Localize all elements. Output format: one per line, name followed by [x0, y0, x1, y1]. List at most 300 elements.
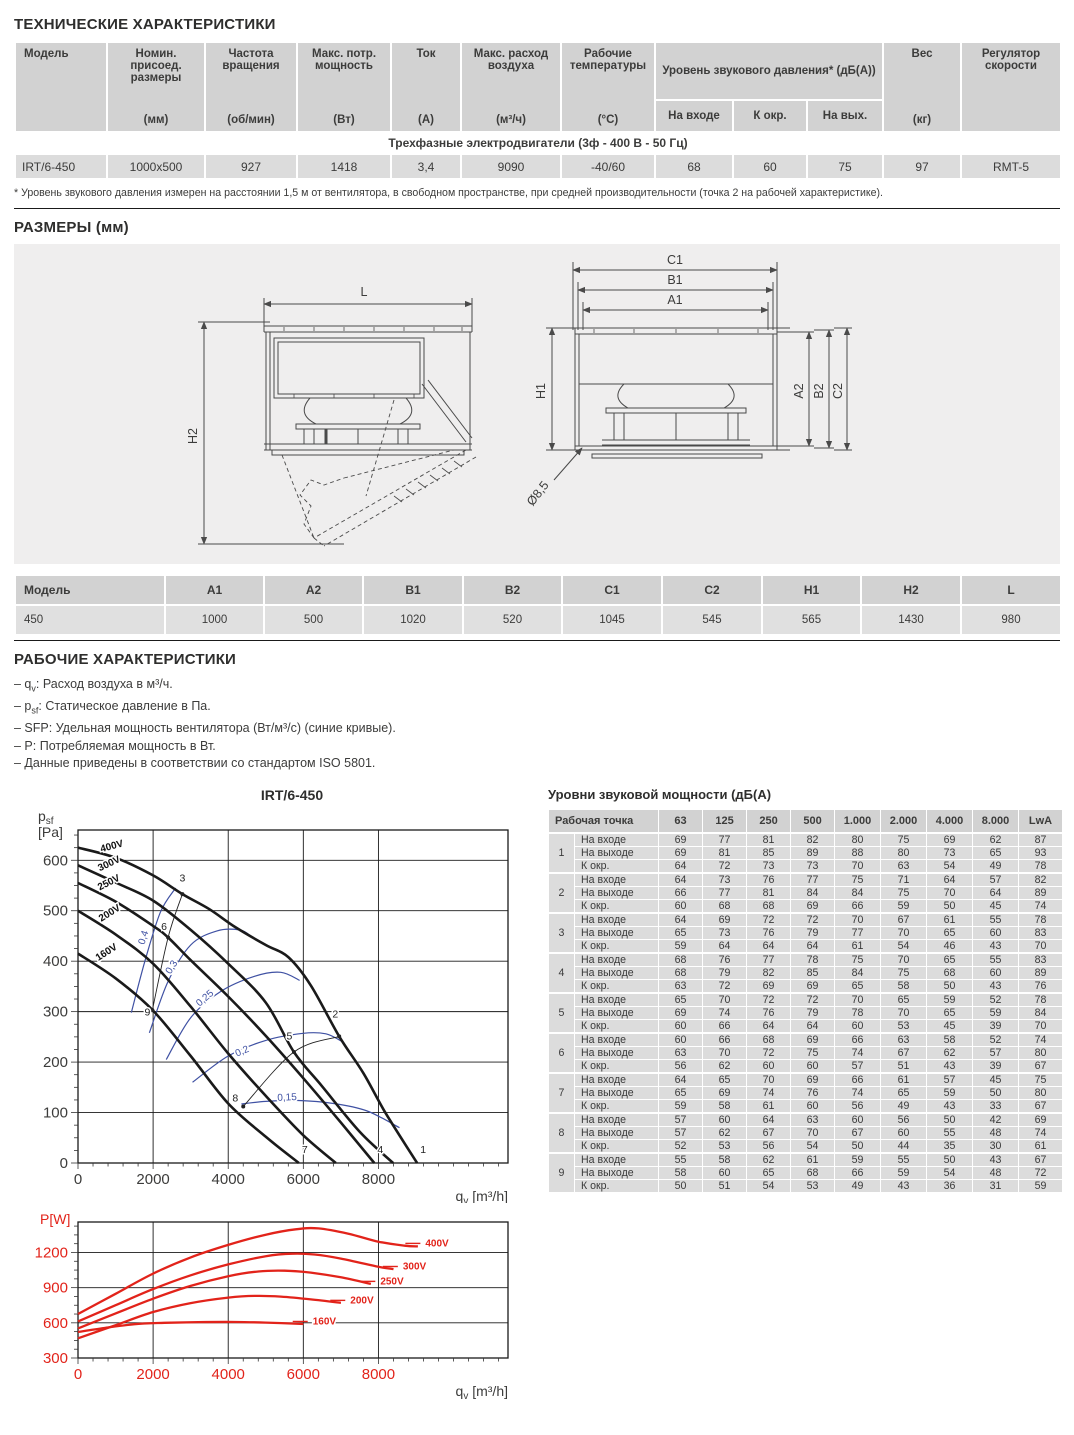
sound-level-cell: 83	[1019, 926, 1063, 939]
sound-table-row	[549, 1099, 1063, 1113]
header-unit: (Вт)	[333, 114, 355, 126]
sound-level-cell: 66	[835, 1033, 881, 1047]
tech-data-cell: RMT-5	[961, 154, 1061, 179]
sound-level-cell: 80	[881, 846, 927, 859]
measurement-position-label: К окр.	[575, 939, 659, 953]
sound-level-cell: 39	[973, 1019, 1019, 1033]
tech-header-cell	[391, 42, 461, 132]
sound-level-cell: 57	[973, 873, 1019, 887]
sound-level-cell: 50	[835, 1139, 881, 1153]
sound-level-cell: 30	[973, 1139, 1019, 1153]
sound-level-cell: 67	[1019, 1153, 1063, 1167]
sfp-label: 0,2	[233, 1043, 251, 1059]
sound-level-cell: 59	[1019, 1179, 1063, 1192]
measurement-position-label: На входе	[575, 1113, 659, 1127]
sound-level-cell: 75	[791, 1046, 835, 1059]
curve-label: 250V	[96, 872, 122, 893]
tech-data-cell: 97	[883, 154, 961, 179]
working-point-number: 3	[549, 913, 575, 953]
sound-level-cell: 84	[791, 886, 835, 899]
measurement-position-label: На выходе	[575, 886, 659, 899]
sound-level-cell: 60	[973, 926, 1019, 939]
sound-table-row	[549, 1126, 1063, 1139]
sound-level-cell: 64	[747, 939, 791, 953]
sound-level-cell: 79	[703, 966, 747, 979]
sound-table-title: Уровни звуковой мощности (дБ(А)	[548, 786, 772, 802]
sound-level-cell: 72	[791, 913, 835, 927]
working-point-number: 4	[549, 953, 575, 993]
sound-level-cell: 60	[659, 1033, 703, 1047]
sound-level-cell: 33	[973, 1099, 1019, 1113]
sound-level-cell: 65	[747, 1166, 791, 1179]
sound-level-cell: 65	[881, 1086, 927, 1099]
sound-table-row	[549, 1073, 1063, 1087]
tech-data-cell: 3,4	[391, 154, 461, 179]
performance-note: – P: Потребляемая мощность в Вт.	[14, 738, 216, 753]
sound-level-cell: 59	[927, 993, 973, 1007]
dims-data-cell: 980	[961, 605, 1061, 635]
dims-header-cell: B2	[463, 575, 562, 605]
sound-table-row	[549, 873, 1063, 887]
svg-text:2000: 2000	[136, 1365, 170, 1383]
sound-table-row	[549, 1033, 1063, 1047]
measurement-position-label: На выходе	[575, 1046, 659, 1059]
header-unit: (м³/ч)	[496, 114, 526, 126]
sound-level-cell: 46	[927, 939, 973, 953]
sound-level-cell: 64	[703, 939, 747, 953]
sound-level-cell: 76	[1019, 979, 1063, 993]
sound-level-cell: 64	[973, 886, 1019, 899]
header-label: Рабочие температуры	[569, 48, 647, 72]
curve-labels	[94, 838, 125, 963]
sound-level-cell: 64	[659, 913, 703, 927]
sound-level-cell: 84	[835, 966, 881, 979]
sound-level-cell: 45	[973, 1073, 1019, 1087]
tech-data-cell: 1418	[297, 154, 391, 179]
dims-header-cell: A1	[165, 575, 264, 605]
sound-level-cell: 55	[881, 1153, 927, 1167]
power-flow-chart	[14, 1208, 526, 1404]
sound-table-row	[549, 1153, 1063, 1167]
pressure-flow-chart	[14, 805, 526, 1203]
sound-level-cell: 48	[973, 1126, 1019, 1139]
header-label: Макс. потр. мощность	[311, 48, 377, 72]
sound-level-cell: 78	[1019, 859, 1063, 873]
sound-level-cell: 85	[747, 846, 791, 859]
performance-note: – $q_v$: Расход воздуха в м³/ч.	[14, 677, 173, 694]
sound-level-cell: 66	[835, 1073, 881, 1087]
sound-level-cell: 60	[973, 966, 1019, 979]
sound-level-cell: 56	[747, 1139, 791, 1153]
sound-level-cell: 60	[791, 1099, 835, 1113]
motor-type-row	[15, 132, 1061, 154]
sound-level-cell: 63	[881, 859, 927, 873]
dims-data-cell: 1045	[562, 605, 662, 635]
sound-header-freq: 63	[659, 809, 703, 833]
sound-level-cell: 64	[791, 939, 835, 953]
svg-text:500: 500	[42, 902, 68, 920]
sound-level-cell: 67	[881, 913, 927, 927]
sound-level-cell: 69	[791, 1033, 835, 1047]
sound-level-cell: 50	[927, 979, 973, 993]
sound-level-cell: 65	[659, 993, 703, 1007]
curve-label: 200V	[97, 902, 123, 924]
sound-level-cell: 58	[703, 1099, 747, 1113]
sound-level-cell: 77	[835, 926, 881, 939]
sound-table-row	[549, 939, 1063, 953]
tech-data-row	[15, 154, 1061, 179]
sound-level-cell: 58	[927, 1033, 973, 1047]
svg-text:0: 0	[73, 1170, 83, 1188]
sound-level-cell: 61	[747, 1099, 791, 1113]
sfp-label: 0,3	[163, 958, 181, 976]
sound-table-row	[549, 966, 1063, 979]
sound-level-cell: 65	[973, 846, 1019, 859]
dim-label-A2: A2	[792, 383, 806, 399]
header-label: Номин. присоед. размеры	[130, 48, 182, 84]
measurement-position-label: На выходе	[575, 1006, 659, 1019]
working-point-number: 9	[549, 1153, 575, 1193]
sound-table-row	[549, 859, 1063, 873]
sound-level-cell: 76	[747, 926, 791, 939]
sound-level-cell: 64	[659, 1073, 703, 1087]
sound-table-row	[549, 1139, 1063, 1153]
sound-level-cell: 89	[791, 846, 835, 859]
dim-label-B2: B2	[812, 383, 826, 399]
sound-level-cell: 72	[1019, 1166, 1063, 1179]
sound-level-cell: 75	[835, 873, 881, 887]
sound-table-row	[549, 1019, 1063, 1033]
sound-level-cell: 69	[703, 1086, 747, 1099]
tech-subheader-cell: На входе	[655, 100, 733, 132]
performance-note: – Данные приведены в соответствии со стандартом ISO 5801.	[14, 756, 376, 770]
measurement-position-label: На выходе	[575, 846, 659, 859]
sound-table-row	[549, 993, 1063, 1007]
sound-level-cell: 66	[835, 899, 881, 913]
svg-text:1200: 1200	[34, 1243, 68, 1261]
sound-level-cell: 53	[881, 1019, 927, 1033]
fan-curves	[78, 1228, 418, 1338]
sound-level-cell: 87	[1019, 833, 1063, 847]
curve-label: 300V	[96, 853, 123, 874]
dims-header-cell: C1	[562, 575, 662, 605]
sound-level-cell: 69	[791, 899, 835, 913]
sound-level-cell: 54	[747, 1179, 791, 1192]
working-point-number: 7	[301, 1143, 308, 1156]
sound-level-cell: 55	[973, 953, 1019, 967]
measurement-position-label: К окр.	[575, 1139, 659, 1153]
sound-level-cell: 65	[659, 1086, 703, 1099]
sound-header-freq: LwA	[1019, 809, 1063, 833]
sound-level-cell: 52	[973, 993, 1019, 1007]
divider	[14, 640, 1060, 641]
sound-level-cell: 70	[835, 913, 881, 927]
fan-curves	[78, 847, 417, 1162]
dims-data-cell: 450	[15, 605, 165, 635]
sound-level-cell: 65	[835, 979, 881, 993]
dim-label-H2: H2	[186, 428, 200, 444]
curve-160V	[78, 953, 299, 1162]
sound-level-cell: 57	[835, 1059, 881, 1073]
tech-data-cell: IRT/6-450	[15, 154, 107, 179]
measurement-position-label: На входе	[575, 873, 659, 887]
tech-data-cell: -40/60	[561, 154, 655, 179]
measurement-position-label: К окр.	[575, 899, 659, 913]
sound-level-cell: 50	[973, 1086, 1019, 1099]
axis-label-pa: [Pa]	[38, 823, 63, 840]
sound-level-cell: 85	[791, 966, 835, 979]
svg-text:2000: 2000	[136, 1170, 170, 1188]
sound-header-freq: 4.000	[927, 809, 973, 833]
sound-level-cell: 44	[881, 1139, 927, 1153]
section-title-technical: ТЕХНИЧЕСКИЕ ХАРАКТЕРИСТИКИ	[14, 16, 276, 33]
sound-level-cell: 49	[881, 1099, 927, 1113]
sound-level-cell: 81	[747, 886, 791, 899]
left-side-view	[198, 298, 476, 546]
sound-table-row	[549, 1166, 1063, 1179]
working-point-number: 5	[549, 993, 575, 1033]
sound-level-cell: 43	[973, 939, 1019, 953]
sound-level-cell: 71	[881, 873, 927, 887]
sound-level-cell: 82	[1019, 873, 1063, 887]
sound-level-cell: 74	[835, 1046, 881, 1059]
measurement-position-label: К окр.	[575, 979, 659, 993]
sound-level-cell: 73	[927, 846, 973, 859]
axis-label: $q_v$ [m³/h]	[455, 1382, 508, 1402]
sound-level-cell: 57	[973, 1046, 1019, 1059]
header-unit: (А)	[418, 114, 434, 126]
sound-level-cell: 70	[835, 993, 881, 1007]
sound-level-cell: 76	[791, 1086, 835, 1099]
curve-400V	[78, 847, 417, 1162]
sound-level-cell: 59	[659, 1099, 703, 1113]
sound-level-cell: 89	[1019, 966, 1063, 979]
sound-table-row	[549, 833, 1063, 847]
dims-header-cell: L	[961, 575, 1061, 605]
sound-table-row	[549, 913, 1063, 927]
sound-level-cell: 39	[973, 1059, 1019, 1073]
sound-level-cell: 69	[659, 1006, 703, 1019]
svg-text:200: 200	[42, 1053, 68, 1071]
sound-level-cell: 66	[835, 1166, 881, 1179]
sound-level-cell: 60	[835, 1113, 881, 1127]
sound-level-cell: 70	[747, 1073, 791, 1087]
sound-level-cell: 59	[835, 1153, 881, 1167]
header-label: Макс. расход воздуха	[473, 48, 549, 72]
tech-header-cell	[561, 42, 655, 132]
curve-label: 300V	[402, 1260, 427, 1272]
tech-data-cell: 75	[807, 154, 883, 179]
curve-label: 200V	[350, 1294, 374, 1306]
tech-data-cell: 9090	[461, 154, 561, 179]
working-point-number: 6	[549, 1033, 575, 1073]
sound-level-cell: 83	[1019, 953, 1063, 967]
sound-level-cell: 75	[881, 886, 927, 899]
curve-label: 250V	[380, 1275, 404, 1287]
dims-data-cell: 565	[762, 605, 861, 635]
sound-level-cell: 43	[973, 1153, 1019, 1167]
sound-level-cell: 35	[927, 1139, 973, 1153]
sound-level-cell: 67	[881, 1046, 927, 1059]
sound-level-cell: 61	[1019, 1139, 1063, 1153]
sound-level-cell: 69	[747, 979, 791, 993]
header-unit: (кг)	[912, 114, 932, 126]
sound-level-cell: 62	[927, 1046, 973, 1059]
sound-level-cell: 62	[973, 833, 1019, 847]
sound-header-freq: 8.000	[973, 809, 1019, 833]
dims-header-row	[15, 575, 1061, 605]
svg-text:100: 100	[42, 1104, 68, 1122]
sound-level-cell: 52	[659, 1139, 703, 1153]
header-label: Регулятор скорости	[981, 48, 1041, 72]
dims-header-cell: H2	[861, 575, 961, 605]
charts-and-sound-row	[14, 787, 1060, 1409]
sound-level-cell: 53	[703, 1139, 747, 1153]
measurement-position-label: К окр.	[575, 1099, 659, 1113]
sound-level-cell: 65	[703, 1073, 747, 1087]
sound-level-cell: 74	[835, 1086, 881, 1099]
dims-data-cell: 545	[662, 605, 762, 635]
measurement-position-label: На выходе	[575, 1086, 659, 1099]
sound-level-cell: 54	[927, 859, 973, 873]
dimensions-table	[14, 574, 1062, 636]
sound-level-cell: 84	[1019, 1006, 1063, 1019]
dims-data-cell: 1000	[165, 605, 264, 635]
curve-200V	[78, 1295, 341, 1337]
sound-level-cell: 65	[927, 953, 973, 967]
performance-note: – $p_{sf}$: Статическое давление в Па.	[14, 699, 211, 716]
svg-text:600: 600	[42, 851, 68, 869]
sound-level-cell: 78	[1019, 913, 1063, 927]
dims-data-cell: 500	[264, 605, 363, 635]
tech-header-cell	[15, 42, 107, 132]
sound-level-cell: 60	[835, 1019, 881, 1033]
sfp-label: 0,25	[194, 987, 217, 1009]
curve-160V	[78, 1321, 303, 1331]
sound-level-cell: 51	[703, 1179, 747, 1192]
sound-level-cell: 63	[881, 1033, 927, 1047]
sound-level-cell: 36	[927, 1179, 973, 1192]
working-point-number: 8	[549, 1113, 575, 1153]
sound-level-cell: 70	[791, 1126, 835, 1139]
working-point-number: 7	[549, 1073, 575, 1113]
measurement-position-label: На входе	[575, 1033, 659, 1047]
sound-level-cell: 45	[927, 1019, 973, 1033]
dims-data-row	[15, 605, 1061, 635]
sound-power-table	[548, 809, 1063, 1193]
sound-table-row	[549, 926, 1063, 939]
sound-level-cell: 76	[747, 873, 791, 887]
sound-table-row	[549, 953, 1063, 967]
sound-level-cell: 74	[703, 1006, 747, 1019]
sound-level-cell: 66	[659, 886, 703, 899]
svg-text:400: 400	[42, 952, 68, 970]
sound-level-cell: 54	[881, 939, 927, 953]
working-point-number: 4	[377, 1143, 384, 1156]
sound-level-cell: 63	[659, 979, 703, 993]
sound-level-cell: 56	[835, 1099, 881, 1113]
svg-text:6000: 6000	[286, 1365, 321, 1383]
svg-text:0: 0	[73, 1365, 83, 1383]
motor-type-cell: Трехфазные электродвигатели (3ф - 400 В - 50 Гц)	[15, 132, 1061, 154]
sound-level-cell: 67	[1019, 1059, 1063, 1073]
measurement-position-label: На входе	[575, 1073, 659, 1087]
dim-label-L: L	[360, 285, 368, 299]
working-point-number: 3	[179, 871, 186, 884]
tech-header-cell	[107, 42, 205, 132]
sound-level-cell: 68	[791, 1166, 835, 1179]
sound-level-cell: 43	[881, 1179, 927, 1192]
sound-level-cell: 74	[1019, 1126, 1063, 1139]
svg-text:4000: 4000	[211, 1365, 245, 1383]
sfp-label: 0,15	[277, 1091, 298, 1104]
dims-header-cell: B1	[363, 575, 463, 605]
sound-level-cell: 56	[881, 1113, 927, 1127]
svg-text:600: 600	[42, 1314, 68, 1332]
sound-level-cell: 70	[1019, 939, 1063, 953]
curve-250V	[78, 882, 374, 1162]
sound-level-cell: 68	[747, 899, 791, 913]
sound-level-cell: 72	[747, 993, 791, 1007]
sound-level-cell: 76	[703, 953, 747, 967]
sound-level-cell: 45	[973, 899, 1019, 913]
sound-level-cell: 77	[791, 873, 835, 887]
tech-header-cell	[961, 42, 1061, 132]
curve-label: 400V	[425, 1237, 449, 1249]
sound-level-cell: 69	[927, 833, 973, 847]
charts-column	[14, 787, 526, 1409]
sound-level-cell: 59	[881, 899, 927, 913]
sound-table-row	[549, 1059, 1063, 1073]
measurement-position-label: К окр.	[575, 1019, 659, 1033]
sound-level-cell: 60	[703, 1166, 747, 1179]
sound-level-cell: 88	[835, 846, 881, 859]
working-point-number: 6	[161, 920, 167, 933]
header-unit: (мм)	[143, 114, 169, 126]
dim-label-C2: C2	[831, 383, 845, 399]
sound-level-cell: 60	[747, 1059, 791, 1073]
sound-table-row	[549, 846, 1063, 859]
tech-header-cell	[297, 42, 391, 132]
measurement-position-label: На выходе	[575, 966, 659, 979]
sound-table-row	[549, 1179, 1063, 1192]
sound-header-freq: 1.000	[835, 809, 881, 833]
technical-characteristics-table	[14, 41, 1062, 180]
sound-level-cell: 43	[927, 1059, 973, 1073]
curve-label: 160V	[93, 941, 120, 964]
axis-label-psf: $p_{sf}$	[38, 807, 54, 827]
dim-label-B1: B1	[667, 273, 683, 287]
sound-level-cell: 77	[747, 953, 791, 967]
sound-level-cell: 81	[747, 833, 791, 847]
sound-level-cell: 60	[703, 1113, 747, 1127]
sound-level-cell: 68	[927, 966, 973, 979]
tech-header-cell	[205, 42, 297, 132]
working-point-number: 5	[286, 1029, 293, 1042]
pressure-chart-title: IRT/6-450	[260, 786, 324, 803]
sound-level-cell: 73	[747, 859, 791, 873]
sound-level-cell: 70	[881, 953, 927, 967]
dims-data-cell: 1020	[363, 605, 463, 635]
sound-level-cell: 61	[791, 1153, 835, 1167]
measurement-position-label: На входе	[575, 913, 659, 927]
dim-label-H1: H1	[534, 383, 548, 399]
curve-label: 400V	[99, 837, 125, 855]
sound-table-row	[549, 1113, 1063, 1127]
sound-level-cell: 60	[791, 1059, 835, 1073]
sound-level-cell: 67	[1019, 1099, 1063, 1113]
sound-level-cell: 84	[835, 886, 881, 899]
